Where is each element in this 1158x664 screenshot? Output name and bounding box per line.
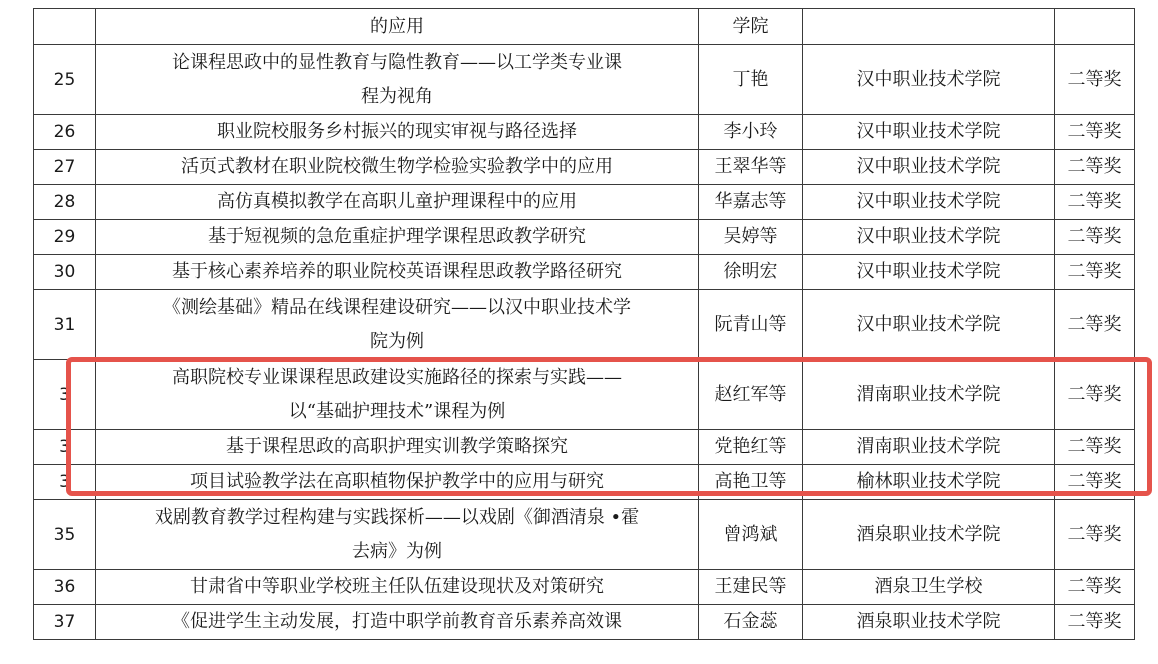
cell-number: 3 [34,430,96,465]
cell-award: 二等奖 [1055,465,1135,500]
cell-number: 3 [34,465,96,500]
title-line: 论课程思政中的显性教育与隐性教育——以工学类专业课 [172,51,622,73]
cell-author: 高艳卫等 [699,465,803,500]
cell-award [1055,9,1135,45]
table-row [34,290,1135,360]
cell-award: 二等奖 [1055,430,1135,465]
cell-author: 王建民等 [699,570,803,605]
title-line: 项目试验教学法在高职植物保护教学中的应用与研究 [190,471,604,492]
cell-author: 党艳红等 [699,430,803,465]
cell-school: 汉中职业技术学院 [803,115,1055,150]
cell-title [96,115,699,150]
cell-author: 丁艳 [699,45,803,115]
cell-title [96,220,699,255]
cell-award: 二等奖 [1055,500,1135,570]
title-line: 基于核心素养培养的职业院校英语课程思政教学路径研究 [172,261,622,282]
cell-school: 酒泉职业技术学院 [803,500,1055,570]
title-line: 基于课程思政的高职护理实训教学策略探究 [226,436,568,457]
table-row [34,360,1135,430]
cell-award: 二等奖 [1055,185,1135,220]
cell-school: 酒泉职业技术学院 [803,605,1055,640]
cell-title [96,360,699,430]
table-row [34,185,1135,220]
cell-award: 二等奖 [1055,255,1135,290]
table-row [34,465,1135,500]
cell-author: 徐明宏 [699,255,803,290]
title-line: 高仿真模拟教学在高职儿童护理课程中的应用 [217,191,577,212]
cell-number: 35 [34,500,96,570]
cell-author: 华嘉志等 [699,185,803,220]
cell-number [34,9,96,45]
cell-school: 榆林职业技术学院 [803,465,1055,500]
cell-title [96,430,699,465]
cell-number: 28 [34,185,96,220]
cell-school: 汉中职业技术学院 [803,220,1055,255]
cell-author: 曾鸿斌 [699,500,803,570]
title-line: 基于短视频的急危重症护理学课程思政教学研究 [208,226,586,247]
cell-number: 26 [34,115,96,150]
cell-title: 的应用 [96,9,699,45]
cell-award: 二等奖 [1055,290,1135,360]
table-row [34,150,1135,185]
title-line: 甘肃省中等职业学校班主任队伍建设现状及对策研究 [190,576,604,597]
cell-title [96,185,699,220]
cell-number: 36 [34,570,96,605]
title-line: 戏剧教育教学过程构建与实践探析——以戏剧《御酒清泉 •霍 [154,506,640,528]
cell-author: 阮青山等 [699,290,803,360]
cell-title [96,45,699,115]
title-line: 程为视角 [361,85,433,107]
cell-title [96,570,699,605]
cell-award: 二等奖 [1055,45,1135,115]
cell-award: 二等奖 [1055,150,1135,185]
title-line: 院为例 [370,330,424,352]
cell-school: 汉中职业技术学院 [803,45,1055,115]
cell-award: 二等奖 [1055,570,1135,605]
cell-number: 25 [34,45,96,115]
title-line: 职业院校服务乡村振兴的现实审视与路径选择 [217,121,577,142]
title-line: 去病》为例 [352,540,442,562]
cell-number: 37 [34,605,96,640]
cell-title [96,255,699,290]
awards-table [33,8,1135,640]
cell-number: 30 [34,255,96,290]
cell-number: 3 [34,360,96,430]
table-row-header-continuation [34,9,1135,45]
cell-school: 渭南职业技术学院 [803,360,1055,430]
cell-award: 二等奖 [1055,360,1135,430]
table-row [34,255,1135,290]
title-line: 《测绘基础》精品在线课程建设研究——以汉中职业技术学 [163,296,631,318]
cell-award: 二等奖 [1055,605,1135,640]
cell-title [96,465,699,500]
cell-title [96,150,699,185]
table-row [34,500,1135,570]
cell-author: 赵红军等 [699,360,803,430]
cell-school: 汉中职业技术学院 [803,185,1055,220]
cell-number: 27 [34,150,96,185]
cell-school [803,9,1055,45]
cell-author: 王翠华等 [699,150,803,185]
cell-school: 汉中职业技术学院 [803,290,1055,360]
cell-award: 二等奖 [1055,220,1135,255]
awards-table-body [34,9,1135,640]
title-line: 活页式教材在职业院校微生物学检验实验教学中的应用 [181,156,613,177]
cell-author: 吴婷等 [699,220,803,255]
cell-title [96,500,699,570]
table-row [34,45,1135,115]
table-row [34,570,1135,605]
cell-title [96,290,699,360]
title-line: 以“基础护理技术”课程为例 [288,400,506,422]
title-line: 高职院校专业课课程思政建设实施路径的探索与实践—— [172,366,622,388]
cell-award: 二等奖 [1055,115,1135,150]
table-row [34,430,1135,465]
title-line: 《促进学生主动发展，打造中职学前教育音乐素养高效课 [172,611,622,632]
cell-school: 汉中职业技术学院 [803,150,1055,185]
cell-school: 渭南职业技术学院 [803,430,1055,465]
cell-title [96,605,699,640]
table-row [34,220,1135,255]
cell-author: 学院 [699,9,803,45]
table-row [34,605,1135,640]
cell-school: 酒泉卫生学校 [803,570,1055,605]
cell-author: 石金蕊 [699,605,803,640]
cell-author: 李小玲 [699,115,803,150]
cell-number: 31 [34,290,96,360]
cell-school: 汉中职业技术学院 [803,255,1055,290]
table-row [34,115,1135,150]
cell-number: 29 [34,220,96,255]
